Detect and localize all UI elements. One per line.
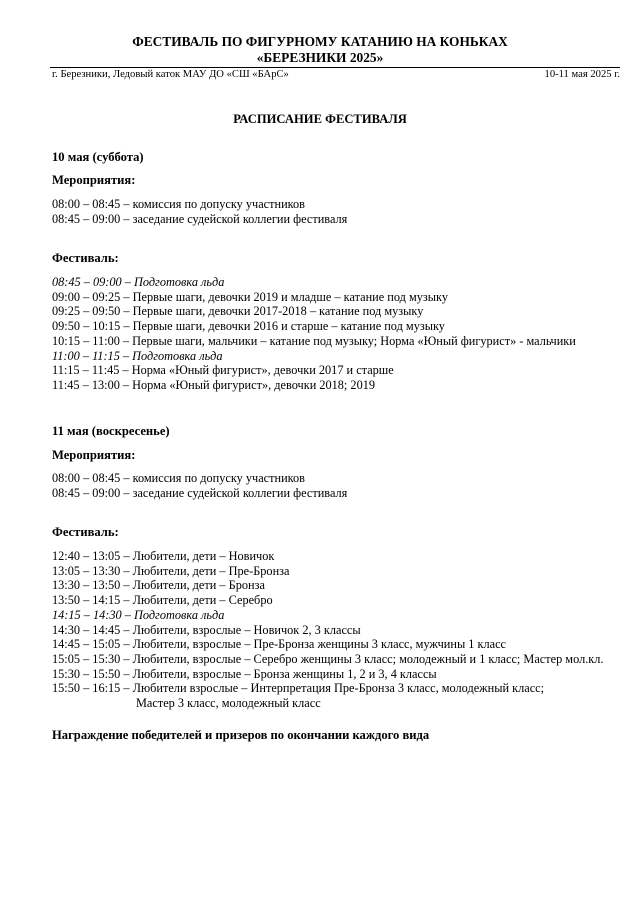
day2-festival-list xyxy=(52,549,630,711)
day1-festival-section xyxy=(52,251,630,266)
day1-events-section xyxy=(52,173,630,188)
day1-title: 10 мая (суббота) xyxy=(52,150,144,164)
schedule-line-continuation: Мастер 3 класс, молодежный класс xyxy=(136,696,321,711)
schedule-line: 13:50 – 14:15 – Любители, дети – Серебро xyxy=(52,593,273,608)
header-divider xyxy=(50,67,620,68)
festival-title: ФЕСТИВАЛЬ ПО ФИГУРНОМУ КАТАНИЮ НА КОНЬКАХ xyxy=(132,34,508,49)
schedule-line: 13:05 – 13:30 – Любители, дети – Пре-Бронза xyxy=(52,563,290,578)
day1-festival-list xyxy=(52,275,630,393)
day1-events-list xyxy=(52,197,630,226)
schedule-line: 09:00 – 09:25 – Первые шаги, девочки 2019 и младше – катание под музыку xyxy=(52,289,448,304)
awards-note: Награждение победителей и призеров по окончании каждого вида xyxy=(52,728,430,742)
schedule-line-ice-prep: 08:45 – 09:00 – Подготовка льда xyxy=(52,275,225,289)
schedule-line: 08:00 – 08:45 – комиссия по допуску участников xyxy=(52,197,305,211)
day2-events-list xyxy=(52,471,630,500)
day2-festival-section xyxy=(52,525,630,540)
day1-festival-label: Фестиваль: xyxy=(52,251,119,265)
schedule-line: 08:45 – 09:00 – заседание судейской коллегии фестиваля xyxy=(52,485,348,500)
schedule-line-ice-prep: 14:15 – 14:30 – Подготовка льда xyxy=(52,607,225,622)
schedule-line: 08:00 – 08:45 – комиссия по допуску участников xyxy=(52,471,305,485)
schedule-line: 15:05 – 15:30 – Любители, взрослые – Серебро женщины 3 класс; молодежный и 1 класс; Мастер мол.кл. xyxy=(52,651,604,666)
schedule-line: 14:45 – 15:05 – Любители, взрослые – Пре-Бронза женщины 3 класс, мужчины 1 класс xyxy=(52,637,507,652)
day2-events-section xyxy=(52,448,630,463)
day1-events-label: Мероприятия: xyxy=(52,173,136,187)
day2-events-label: Мероприятия: xyxy=(52,448,136,462)
day2-section xyxy=(52,424,630,439)
schedule-line: 12:40 – 13:05 – Любители, дети – Новичок xyxy=(52,549,275,563)
schedule-line: 14:30 – 14:45 – Любители, взрослые – Новичок 2, 3 классы xyxy=(52,622,361,637)
schedule-line: 11:45 – 13:00 – Норма «Юный фигурист», девочки 2018; 2019 xyxy=(52,377,376,392)
schedule-line: 15:30 – 15:50 – Любители, взрослые – Бронза женщины 1, 2 и 3, 4 классы xyxy=(52,666,437,681)
schedule-line: 11:15 – 11:45 – Норма «Юный фигурист», девочки 2017 и старше xyxy=(52,363,394,378)
festival-subtitle: «БЕРЕЗНИКИ 2025» xyxy=(256,50,384,65)
schedule-line: 10:15 – 11:00 – Первые шаги, мальчики – катание под музыку; Норма «Юный фигурист» - мальчики xyxy=(52,333,576,348)
schedule-line: 09:25 – 09:50 – Первые шаги, девочки 2017-2018 – катание под музыку xyxy=(52,304,424,319)
schedule-line: 13:30 – 13:50 – Любители, дети – Бронза xyxy=(52,578,265,593)
dates-text: 10-11 мая 2025 г. xyxy=(544,69,620,80)
schedule-line-ice-prep: 11:00 – 11:15 – Подготовка льда xyxy=(52,348,223,363)
schedule-line: 09:50 – 10:15 – Первые шаги, девочки 2016 и старше – катание под музыку xyxy=(52,319,445,334)
day1-section xyxy=(52,150,630,165)
day2-festival-label: Фестиваль: xyxy=(52,525,119,539)
day2-title: 11 мая (воскресенье) xyxy=(52,424,170,438)
venue-text: г. Березники, Ледовый каток МАУ ДО «СШ «БАрС» xyxy=(52,69,289,80)
schedule-line: 15:50 – 16:15 – Любители взрослые – Интерпретация Пре-Бронза 3 класс, молодежный класс; xyxy=(52,681,545,696)
schedule-heading: РАСПИСАНИЕ ФЕСТИВАЛЯ xyxy=(233,112,407,126)
schedule-line: 08:45 – 09:00 – заседание судейской коллегии фестиваля xyxy=(52,211,348,226)
